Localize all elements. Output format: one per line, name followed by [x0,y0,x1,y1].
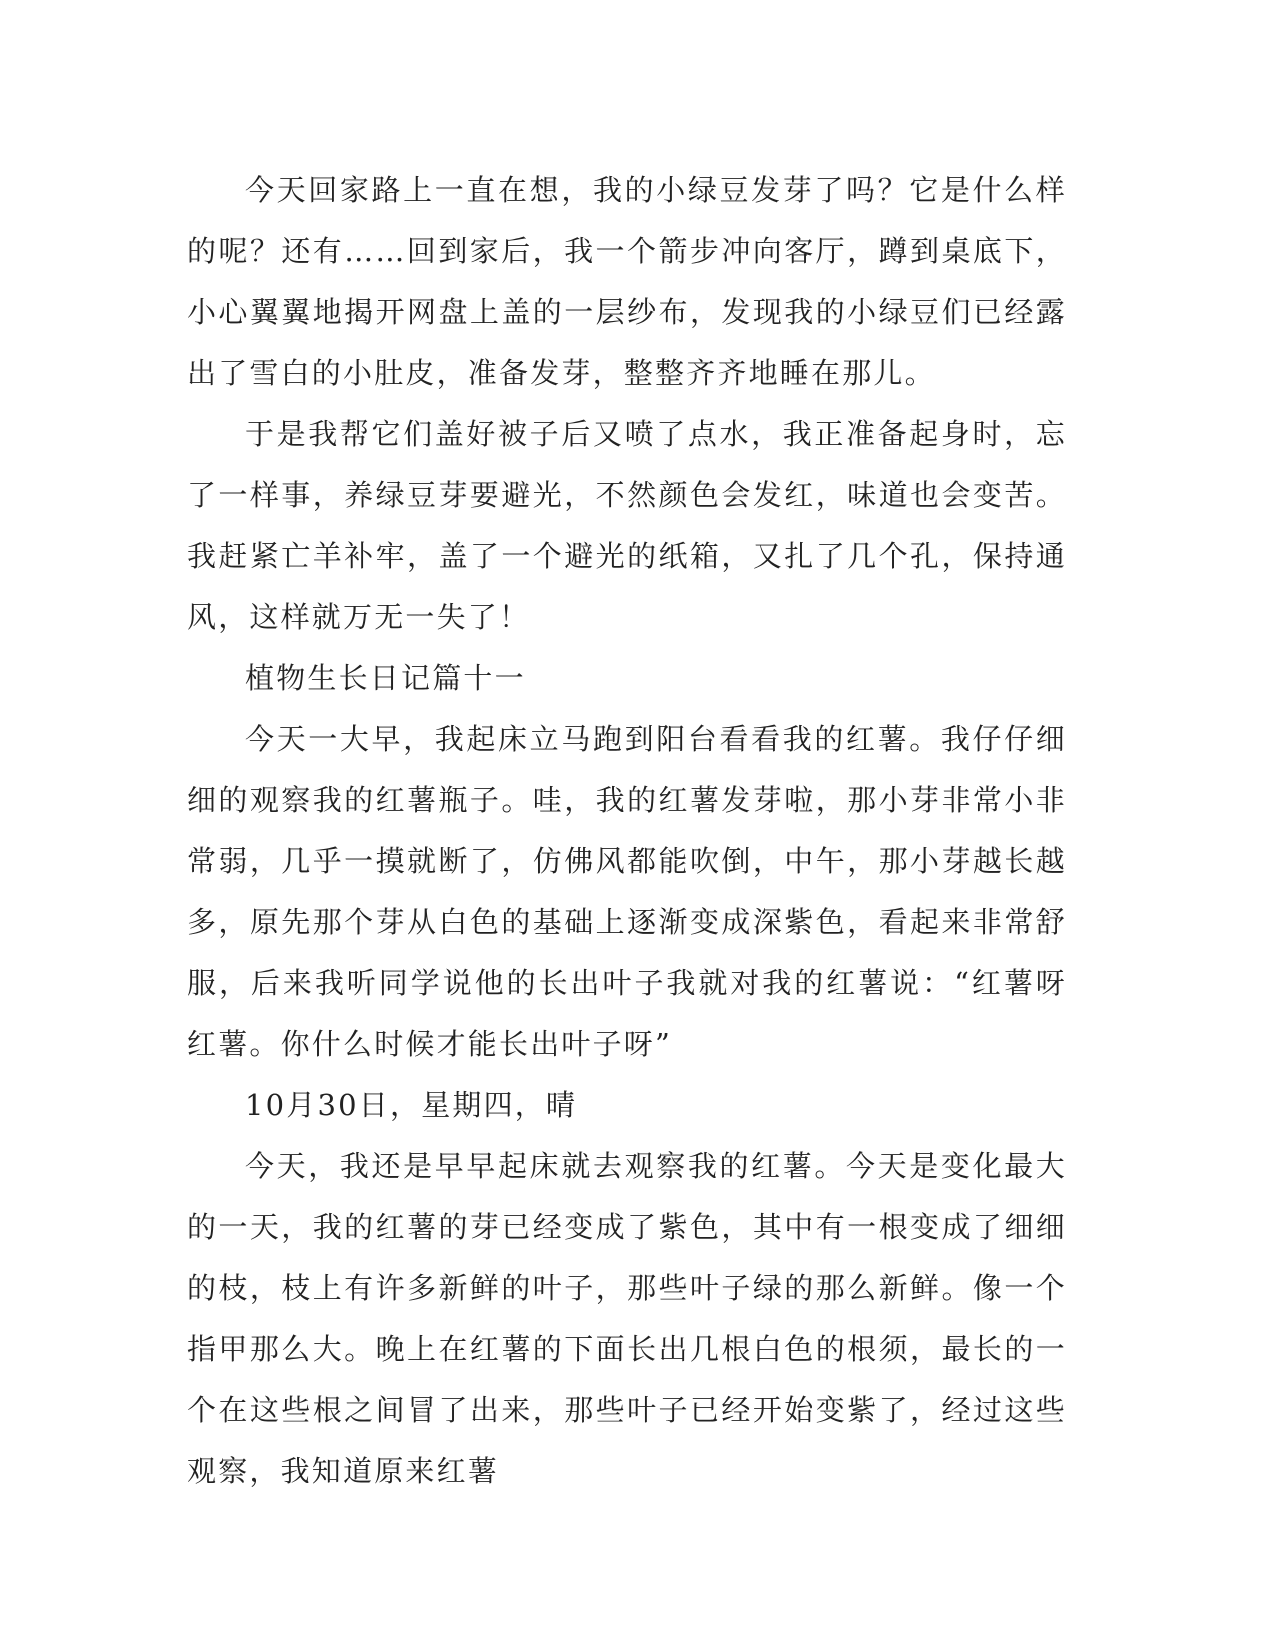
paragraph-sweet-potato-sprout: 今天一大早，我起床立马跑到阳台看看我的红薯。我仔仔细细的观察我的红薯瓶子。哇，我的红薯发芽啦，那小芽非常小非常弱，几乎一摸就断了，仿佛风都能吹倒，中午，那小芽越长越多，原先那个芽从白色的基础上逐渐变成深紫色，看起来非常舒服，后来我听同学说他的长出叶子我就对我的红薯说：“红薯呀红薯。你什么时候才能长出叶子呀” [187,722,1067,1061]
paragraph-mung-bean-light: 于是我帮它们盖好被子后又喷了点水，我正准备起身时，忘了一样事，养绿豆芽要避光，不然颜色会发红，味道也会变苦。我赶紧亡羊补牢，盖了一个避光的纸箱，又扎了几个孔，保持通风，这样就万无一失了！ [187,417,1067,634]
paragraph-sweet-potato-change: 今天，我还是早早起床就去观察我的红薯。今天是变化最大的一天，我的红薯的芽已经变成了紫色，其中有一根变成了细细的枝，枝上有许多新鲜的叶子，那些叶子绿的那么新鲜。像一个指甲那么大。晚上在红薯的下面长出几根白色的根须，最长的一个在这些根之间冒了出来，那些叶子已经开始变紫了，经过这些观察，我知道原来红薯 [187,1149,1067,1488]
date-line: 10月30日，星期四，晴 [245,1088,578,1122]
section-heading: 植物生长日记篇十一 [245,661,526,695]
paragraph-mung-bean-sprouting: 今天回家路上一直在想，我的小绿豆发芽了吗？它是什么样的呢？还有……回到家后，我一个箭步冲向客厅，蹲到桌底下，小心翼翼地揭开网盘上盖的一层纱布，发现我的小绿豆们已经露出了雪白的小肚皮，准备发芽，整整齐齐地睡在那儿。 [187,173,1067,390]
document-body [187,160,1067,1502]
